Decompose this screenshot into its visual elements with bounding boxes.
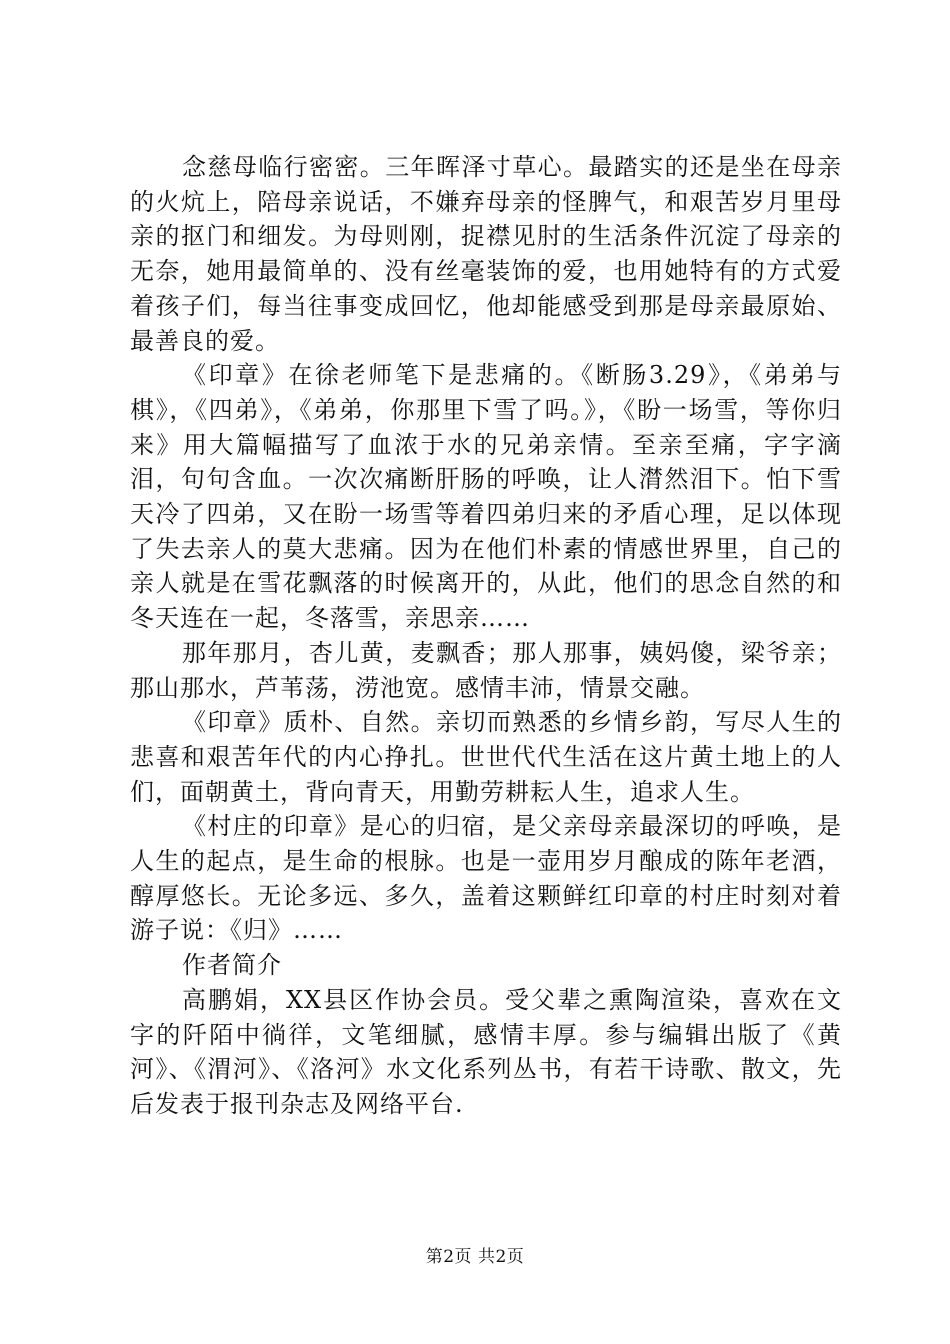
page-number-footer: 第2页 共2页 bbox=[425, 1247, 525, 1267]
document-body bbox=[130, 150, 842, 1122]
author-bio: 高鹏娟，XX县区作协会员。受父辈之熏陶渲染，喜欢在文字的阡陌中徜徉，文笔细腻，感情丰厚。参与编辑出版了《黄河》、《渭河》、《洛河》水文化系列丛书，有若干诗歌、散文，先后发表于报刊杂志及网络平台. bbox=[130, 985, 842, 1118]
paragraph-hometown: 那年那月，杏儿黄，麦飘香；那人那事，姨妈傻，梁爷亲；那山那水，芦苇荡，涝池宽。感情丰沛，情景交融。 bbox=[130, 638, 842, 702]
author-heading: 作者简介 bbox=[182, 951, 282, 980]
paragraph-mother: 念慈母临行密密。三年晖泽寸草心。最踏实的还是坐在母亲的火炕上，陪母亲说话，不嫌弃母亲的怪脾气，和艰苦岁月里母亲的抠门和细发。为母则刚，捉襟见肘的生活条件沉淀了母亲的无奈，她用最简单的、没有丝毫装饰的爱，也用她特有的方式爱着孩子们，每当往事变成回忆，他却能感受到那是母亲最原始、最善良的爱。 bbox=[130, 153, 842, 355]
paragraph-village-seal: 《村庄的印章》是心的归宿，是父亲母亲最深切的呼唤，是人生的起点，是生命的根脉。也是一壶用岁月酿成的陈年老酒，醇厚悠长。无论多远、多久，盖着这颗鲜红印章的村庄时刻对着游子说：《归》…… bbox=[130, 812, 842, 945]
paragraph-seal-nature: 《印章》质朴、自然。亲切而熟悉的乡情乡韵，写尽人生的悲喜和艰苦年代的内心挣扎。世世代代生活在这片黄土地上的人们，面朝黄土，背向青天，用勤劳耕耘人生，追求人生。 bbox=[130, 708, 842, 806]
paragraph-seal-grief: 《印章》在徐老师笔下是悲痛的。《断肠3.29》，《弟弟与棋》，《四弟》，《弟弟，你那里下雪了吗。》，《盼一场雪，等你归来》用大篇幅描写了血浓于水的兄弟亲情。至亲至痛，字字滴泪，句句含血。一次次痛断肝肠的呼唤，让人潸然泪下。怕下雪天冷了四弟，又在盼一场雪等着四弟归来的矛盾心理，足以体现了失去亲人的莫大悲痛。因为在他们朴素的情感世界里，自己的亲人就是在雪花飘落的时候离开的，从此，他们的思念自然的和冬天连在一起，冬落雪，亲思亲…… bbox=[130, 361, 842, 633]
